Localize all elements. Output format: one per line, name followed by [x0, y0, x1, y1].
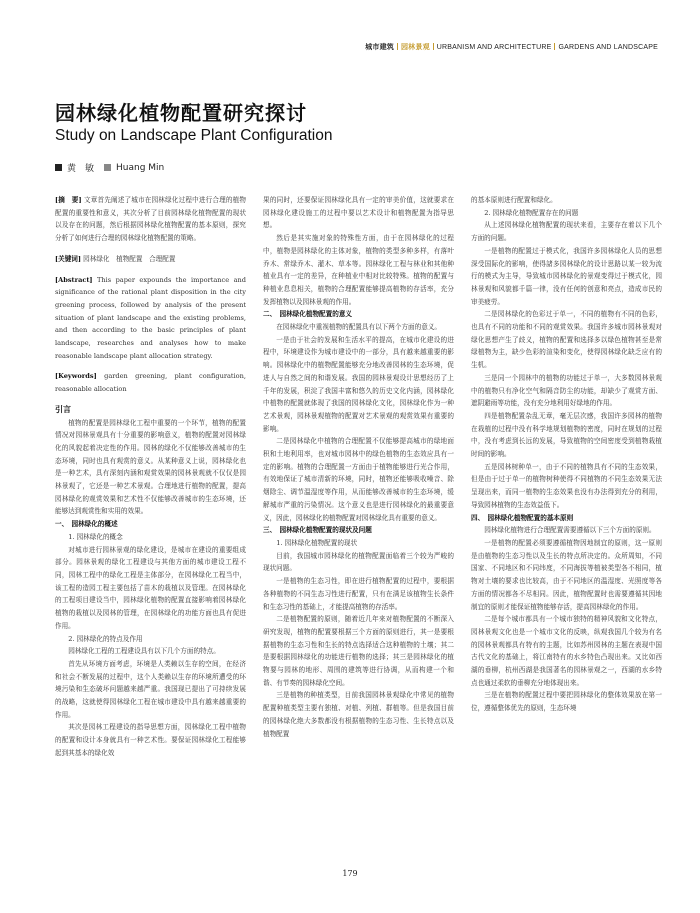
author-cn: 黄 敏 — [67, 164, 95, 174]
header-divider — [433, 43, 434, 50]
subsection-heading: 1. 园林绿化植物配置的现状 — [276, 538, 358, 547]
column-2 — [263, 194, 454, 740]
paragraph: 植物的配置是园林绿化工程中重要的一个环节，植物的配置情况对园林景观具有十分重要的影响意义，植物的配置对园林绿化的风貌起着决定性的作用。园林的绿化不仅能够改善城市的生态环境，同时也具有观赏的意义。从某种意义上说，园林绿化也是一种艺术，具有深刻内涵和观赏效果的园林景观就不仅仅是园林景观了，它还是一种艺术景观。合理地进行植物的配置，提高园林绿化的观赏效果和艺术性不仅能够改善城市的生态环境，还能够达到观赏性和实用的效果。 — [55, 418, 246, 516]
section-heading: 四、 园林绿化植物配置的基本原则 — [471, 513, 574, 522]
paragraph: 一是植物的生态习性，即在进行植物配置的过程中，要根据各种植物的不同生态习性进行配置，只有在满足该植物生长条件和生态习性的基础上，才能提高植物的存活率。 — [263, 577, 454, 611]
paragraph: 果的同时，还要保证园林绿化具有一定的审美价值，这就要求在园林绿化建设施工的过程中要以艺术设计和植物配置为指导思想。 — [263, 196, 454, 230]
title-en: Study on Landscape Plant Configuration — [55, 127, 333, 144]
paragraph: 目前，我国城市园林绿化的植物配置面临着三个较为严峻的现状问题。 — [263, 551, 454, 573]
author-line — [55, 161, 164, 174]
page-number: 179 — [342, 869, 358, 878]
paragraph: 二是植物配置的原则，随着近几年来对植物配置的不断深入研究发现，植物的配置要根据三个方面的原则进行，其一是要根据植物的生态习性和生长的特点选择适合这种植物的土壤；其二是要根据园林绿化的功能进行植物的选择；其三是园林绿化的植物要与园林的地形、周围的建筑等进行协调，从而构建一个和谐、有节奏的园林绿化空间。 — [263, 615, 454, 687]
paragraph: 二是每个城市都具有一个城市独特的精神风貌和文化特点，园林景观文化也是一个城市文化的反映，纵观我国几个较为有名的园林景观都具有特有的主题，比如苏州园林的主题在表现中国古代文化的基础上，将江南特有的水乡特色凸现出来。又比如西湖的垂柳，杭州西湖是我国著名的园林景观之一，西湖的水乡特点也通过柔软的垂柳充分地体现出来。 — [471, 615, 662, 687]
abstract-en: [Abstract] This paper expounds the importance and significance of the rational plant disposition in the city greening process, followed by analysis of the present situation of plant landscape and the existing problems, and then according to the basic principles of plant landscape, researches and analyses how to make reasonable landscape plant allocation strategy. — [55, 275, 246, 360]
paragraph: 从上述园林绿化植物配置的现状来看，主要存在着以下几个方面的问题。 — [471, 221, 662, 243]
square-bullet-icon — [104, 164, 111, 171]
paragraph: 三是在植物的配置过程中要把园林绿化的整体效果放在第一位，遵循整体优先的原则，生态环境 — [471, 691, 662, 713]
header-section-cn: 城市建筑 — [365, 44, 394, 51]
paragraph: 三是植物的种植类型，目前我国园林景观绿化中常见的植物配置种植类型主要有独植、对植、列植、群植等。但是我国目前的园林绿化绝大多数都没有根据植物的生态习性、生长特点以及植物配置 — [263, 691, 454, 738]
column-3 — [471, 194, 662, 715]
title-cn: 园林绿化植物配置研究探讨 — [55, 101, 307, 125]
paragraph: 一是植物的配置过于模式化，我国许多园林绿化人员的思想深受国际化的影响，使得諸多园林绿化的设计思路以某一较为流行的模式为主导，导致城市园林绿化的景观变得过于模式化，园林景观和风貌都千篇一律，没有任何的创意和亮点，造成市民的审美疲劳。 — [471, 246, 662, 306]
header-section-en-hl: GARDENS AND LANDSCAPE — [558, 44, 658, 51]
header-section-en: URBANISM AND ARCHITECTURE — [436, 44, 552, 51]
paragraph: 然后是其实施对象的特殊性方面，由于在园林绿化的过程中，植物是园林绿化的主体对象，植物的类型多种多样，有落叶乔木、常绿乔木、灌木、草本等。园林绿化工程与林业和其他种植业具有一定的差异，在种植业中相对比较特殊。植物的配置与种植业息息相关，植物的合理配置能够提高植物的存活率，充分发挥植物以及园林景观的作用。 — [263, 234, 454, 306]
keywords-en: [Keywords] garden greening, plant configuration, reasonable allocation — [55, 372, 246, 394]
paragraph: 一是由于社会的发展和生活水平的提高，在城市化建设的进程中，环境建设作为城市建设中的一部分，具有越来越重要的影响。园林绿化中的植物配置能够充分地改善园林的生态环境，促进人与自然之间的和谐发展。我国的园林景观设计思想经历了上千年的发展，积淀了我国丰富和悠久的历史文化内涵，园林绿化中植物的配置就体现了我国的园林绿化文化，园林绿化作为一种艺术景观，园林景观植物的配置对艺术景观的观赏效果有重要的影响。 — [263, 335, 454, 433]
keywords-cn: [关键词] 园林绿化 植物配置 合理配置 — [55, 254, 176, 263]
paragraph: 园林绿化植物进行合理配置需要遵循以下三个方面的原则。 — [484, 526, 656, 535]
abstract-cn: [摘 要] 文章首先阐述了城市在园林绿化过程中进行合理的植物配置的重要性和意义，其次分析了目前园林绿化植物配置的现状以及存在的问题，然后根据园林绿化植物配置的基本原则，探究分析了如何进行合理的园林绿化植物配置的策略。 — [55, 196, 246, 243]
author-en: Huang Min — [116, 162, 165, 173]
header-divider — [397, 43, 398, 50]
subsection-heading: 2. 园林绿化的特点及作用 — [68, 634, 143, 643]
journal-header — [365, 42, 658, 52]
paragraph: 二是园林绿化中植物的合理配置不仅能够提高城市的绿地面积和土地利用率，也对城市园林中的绿色植物的生态效应具有一定的影响。植物的合理配置一方面由于植物能够进行光合作用，有效地保证了城市清新的环境，同时，植物还能够吸收噪音、除烟除尘、调节温湿度等作用，从而能够改善城市的生态环境，缓解城市严重的污染情况。这个意义也是进行园林绿化的最重要意义，因此，园林绿化的植物配置对园林绿化具有重要的意义。 — [263, 437, 454, 522]
section-heading: 二、 园林绿化植物配置的意义 — [263, 310, 353, 319]
header-section-cn-hl: 园林景观 — [400, 44, 430, 51]
section-heading: 一、 园林绿化的概述 — [55, 520, 118, 529]
column-1 — [55, 194, 246, 760]
subsection-heading: 1. 园林绿化的概念 — [68, 532, 123, 541]
paragraph: 其次是园林工程建设的指导思想方面，园林绿化工程中植物的配置和设计本身就具有一种艺术性。要保证园林绿化工程能够起到其基本的绿化效 — [55, 723, 246, 757]
subsection-heading: 2. 园林绿化植物配置存在的问题 — [484, 208, 579, 217]
paragraph: 首先从环境方面考虑，环境是人类赖以生存的空间，在经济和社会不断发展的过程中，这个人类赖以生存的环境所遭受的环境污染和生态破坏问题越来越严重。我国现已提出了可持续发展的战略，这就使得园林绿化工程在城市建设中具有越来越重要的作用。 — [55, 659, 246, 719]
header-divider — [554, 43, 555, 50]
section-heading: 三、 园林绿化植物配置的现状及问题 — [263, 526, 372, 535]
intro-heading: 引言 — [55, 404, 71, 414]
paragraph: 三是同一个园林中的植物的功能过于单一，大多数园林景观中的植物只有净化空气和隔音防尘的功能，却缺少了观赏方面、遮阴避雨等功能，没有充分地利用好绿地的作用。 — [471, 373, 662, 408]
paragraph: 园林绿化工程的工程建设具有以下几个方面的特点。 — [68, 647, 220, 656]
paragraph: 五是园林树种单一，由于不同的植物具有不同的生态效果，但是由于过于单一的植物树种使得不同植物的不同生态效果无法呈现出来，而同一植物的生态效果也没有办法得到充分的利用，导致园林植物的生态效益低下。 — [471, 462, 662, 509]
paragraph: 在园林绿化中重视植物的配置具有以下两个方面的意义。 — [276, 323, 442, 332]
paragraph: 一是植物的配置必须要遵循植物因地制宜的原则，这一原则是由植物的生态习性以及生长的特点所决定的。众所周知，不同国家、不同地区和不同纬度，不同海拔等植被类型各不相同，植物对土壤的要求也比较高，由于不同地区的温湿度、光照度等各方面的情况都各不尽相同。因此，植物配置时也需要遵循其因地制宜的原则才能保证植物能够存活，提高园林绿化的作用。 — [471, 538, 662, 611]
square-bullet-icon — [55, 164, 62, 171]
paragraph: 对城市进行园林景观的绿化建设，是城市在建设的重要组成部分。园林景观的绿化工程建设与其他方面的城市建设工程不同，园林工程中的绿化工程是主体部分，在园林绿化工程当中，该工程的造园工程主要包括了苗木的栽植以及管理。在园林绿化的工程项目建设当中，园林绿化植物的配置直接影响着园林绿化植物的栽植以及园林的管理，在园林绿化的功能方面也具有促进作用。 — [55, 545, 246, 630]
paragraph: 四是植物配置杂乱无章，毫无层次感，我国许多园林的植物在栽植的过程中没有科学地规划植物的密度，同时在规划的过程中，没有考虑到长远的发展，导致植物的空间密度受到植物栽植时间的影响。 — [471, 411, 662, 459]
paragraph: 二是园林绿化的色彩过于单一，不同的植物有不同的色彩，也具有不同的功能和不同的观赏效果。我国许多城市园林景观对绿化思想产生了歧义，植物的配置和选择多以绿色植物甚至是常绿植物为主，缺少色彩的渲染和变化，使得园林绿化缺乏应有的生机。 — [471, 310, 662, 370]
paragraph: 的基本原则进行配置和绿化。 — [471, 196, 557, 204]
